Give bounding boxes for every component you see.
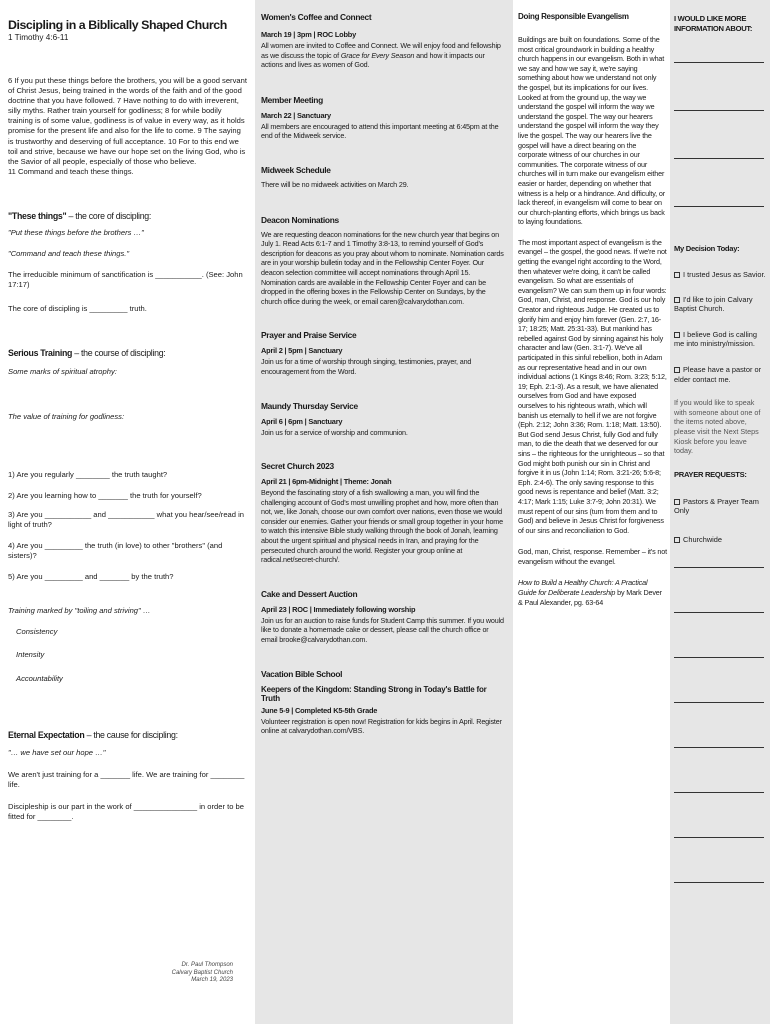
- signature-church: Calvary Baptist Church: [171, 969, 233, 976]
- note-line: Some marks of spiritual atrophy:: [8, 367, 117, 377]
- event-details: April 2 | 5pm | Sanctuary: [261, 346, 343, 356]
- signature-name: Dr. Paul Thompson: [181, 962, 233, 968]
- write-in-line[interactable]: [674, 882, 764, 883]
- decision-option[interactable]: [674, 270, 766, 280]
- write-in-line[interactable]: [674, 62, 764, 63]
- question-3: 3) Are you ___________ and ___________ what you hear/see/read in light of truth?: [8, 509, 245, 529]
- next-steps-note: If you would like to speak with someone about one of the items noted above, please visit the Next Steps Kiosk before you leave today.: [674, 398, 761, 456]
- prayer-request-lines: [674, 567, 766, 883]
- sermon-notes-column: [0, 0, 255, 1024]
- event-title: Vacation Bible School: [261, 668, 343, 679]
- article-paragraph: God, man, Christ, response. Remember – it's not evangelism without the evangel.: [518, 547, 667, 566]
- event-title: Prayer and Praise Service: [261, 330, 357, 341]
- scripture-text: 6 If you put these things before the brothers, you will be a good servant of Christ Jesus, being trained in the words of the faith and of the good doctrine that you have followed. 7 Have nothing to do with irreverent, silly myths. Rather train yourself for godliness; 8 for while bodily training is of some value, godliness is of value in every way, as it holds promise for the present life and also for the life to come. 9 The saying is trustworthy and deserving of full acceptance. 10 For to this end we toil and strive, because we have our hope set on the living God, who is the Savior of all people, especially of those who believe.: [8, 76, 247, 166]
- note-line: "… we have set our hope …": [8, 747, 106, 757]
- checkbox[interactable]: [674, 297, 680, 303]
- question-4: 4) Are you _________ the truth (in love) to other "brothers" (and sisters)?: [8, 540, 223, 561]
- event-item: [261, 165, 505, 190]
- decision-option[interactable]: [674, 330, 766, 349]
- write-in-line[interactable]: [674, 657, 764, 658]
- article-paragraph: The most important aspect of evangelism is the evangel – the gospel, the good news. If we're not getting the evangel right according to the Word, then whatever we're doing, it can't be called evangelism. So what are essentials of evangelism? We can sum them up in four words: God, man, Christ, and response. God is our holy Creator and righteous Judge. He created us to glorify him and enjoy him forever (Gen. 2:7, 16-17; 18:25; Matt. 25:31-33). But mankind has rebelled against God by sinning against his holy character and law (Gen. 3:1-7). We've all participated in this sinful rebellion, both in Adam as our representative head and in our own individual actions (1 Kings 8:46; Rom. 3:23; 5:12, 19; Eph. 2:1-3). As a result, we have alienated ourselves from God and have exposed ourselves to his righteous wrath, which will banish us eternally to hell if we are not forgive (Eph. 2:12; John 3:36; Rom. 1:18; Matt. 13:50). But God send Jesus Christ, fully God and fully man, to die the death that we deserved for our sins – the righteous for the unrighteous – so that God might both punish our sin in Christ and forgive it in us (John 1:14; Rom. 3:21-26; 5:6-8; Eph. 2:4-6). The only saving response to this good news is repentance and belief (Matt. 3:2; 4:17; Mark 1:15; Luke 3:7-9; John 20:31). We must repent of our sins (turn from them and to God) and believe in Jesus Christ for forgiveness of our sins and reconciliation to God.: [518, 237, 667, 535]
- event-item: [261, 215, 505, 307]
- event-description: Volunteer registration is open now! Registration for kids begins in April. Register online at calvarydothan.com/VBS.: [261, 716, 502, 736]
- write-in-line[interactable]: [674, 206, 764, 207]
- section-heading: [8, 348, 247, 358]
- prayer-heading: PRAYER REQUESTS:: [674, 469, 747, 479]
- citation-book: How to Build a Healthy Church: A Practical Guide for Deliberate Leadership: [518, 578, 648, 598]
- note-line: "Put these things before the brothers …": [8, 227, 144, 237]
- decision-option[interactable]: [674, 295, 766, 314]
- event-item: [261, 12, 505, 70]
- training-item: Consistency: [16, 627, 58, 637]
- event-description: There will be no midweek activities on March 29.: [261, 179, 409, 189]
- training-intro: Training marked by "toiling and striving" …: [8, 606, 151, 616]
- event-title: Maundy Thursday Service: [261, 400, 358, 411]
- scripture-verse-11: 11 Command and teach these things.: [8, 166, 134, 176]
- event-item: [261, 669, 505, 736]
- evangelism-article-column: [513, 0, 670, 1024]
- sermon-reference: 1 Timothy 4:6-11: [8, 33, 69, 42]
- prayer-option[interactable]: [674, 497, 766, 516]
- event-description: Join us for a service of worship and communion.: [261, 427, 408, 437]
- checkbox[interactable]: [674, 537, 680, 543]
- write-in-line[interactable]: [674, 612, 764, 613]
- event-description: All women are invited to Coffee and Connect. We will enjoy food and fellowship as we discuss the topic of Grace for Every Season and how it impacts our actions and lives as women of God.: [261, 41, 501, 70]
- checkbox[interactable]: [674, 499, 680, 505]
- question-1: 1) Are you regularly ________ the truth taught?: [8, 469, 168, 479]
- write-in-line[interactable]: [674, 158, 764, 159]
- write-in-line[interactable]: [674, 837, 764, 838]
- write-in-line[interactable]: [674, 702, 764, 703]
- event-details: April 21 | 6pm-Midnight | Theme: Jonah: [261, 477, 392, 487]
- event-title: Midweek Schedule: [261, 164, 331, 175]
- more-info-heading: I WOULD LIKE MORE INFORMATION ABOUT:: [674, 14, 753, 33]
- announcements-column: [255, 0, 513, 1024]
- write-in-line[interactable]: [674, 110, 764, 111]
- sermon-title: Discipling in a Biblically Shaped Church: [8, 18, 227, 32]
- event-description: All members are encouraged to attend this important meeting at 6:45pm at the end of the Midweek service.: [261, 121, 499, 141]
- section-heading-rest: – the course of discipling:: [72, 348, 166, 359]
- decision-heading: My Decision Today:: [674, 244, 740, 253]
- checkbox[interactable]: [674, 272, 680, 278]
- article-citation: [518, 578, 667, 607]
- event-description: Join us for a time of worship through singing, testimonies, prayer, and encouragement from the Word.: [261, 357, 472, 376]
- event-title: Member Meeting: [261, 94, 323, 105]
- write-in-line[interactable]: [674, 567, 764, 568]
- event-details: March 22 | Sanctuary: [261, 110, 331, 120]
- event-subtitle: Keepers of the Kingdom: Standing Strong in Today's Battle for Truth: [261, 684, 487, 703]
- section-heading: [8, 211, 247, 221]
- citation-authors: by Mark Dever & Paul Alexander, pg. 63-64: [518, 588, 662, 607]
- signature-date: March 19, 2023: [191, 977, 233, 983]
- event-item: [261, 330, 505, 376]
- question-5: 5) Are you _________ and _______ by the truth?: [8, 572, 174, 582]
- section-heading-bold: "These things": [8, 210, 67, 221]
- checkbox[interactable]: [674, 367, 680, 373]
- event-details: April 6 | 6pm | Sanctuary: [261, 416, 343, 426]
- question-2: 2) Are you learning how to _______ the truth for yourself?: [8, 490, 202, 500]
- event-item: [261, 401, 505, 438]
- more-info-lines: [674, 62, 766, 207]
- fill-blank-line: The irreducible minimum of sanctification is ___________. (See: John 17:17): [8, 270, 243, 290]
- decision-label: I trusted Jesus as Savior.: [683, 270, 766, 279]
- event-item: [261, 461, 505, 565]
- section-heading-bold: Eternal Expectation: [8, 729, 85, 740]
- event-item: [261, 95, 505, 141]
- event-title: Cake and Dessert Auction: [261, 588, 358, 599]
- prayer-option-label: Churchwide: [683, 534, 723, 544]
- prayer-option-label: Pastors & Prayer Team Only: [674, 496, 759, 516]
- pastor-signature: [172, 962, 233, 985]
- event-description: We are requesting deacon nominations for the new church year that begins on July 1. Read Acts 6:1-7 and 1 Timothy 3:8-13, to remind yourself of God's description for deacons as you pray about whom to nominate. Nomination cards are in your worship bulletin today and in the Fellowship Center Foyer. Our deacon selection committee will accept nominations through April 15. Nomination cards are available in the Fellowship Center Foyer and can be dropped in the offering boxes in the Fellowship Center on Sundays, by the church office during the week, or email caren@calvarydothan.com.: [261, 229, 504, 306]
- fill-blank-line: Discipleship is our part in the work of _______________ in order to be fitted for ________.: [8, 801, 244, 821]
- article-paragraph: Buildings are built on foundations. Some of the most critical groundwork in building a healthy church happens in our evangelism. Both in what we say and how we say it, we're saying something about how we understand not only the gospel, but its implications for our lives. Looked at from the ground up, the way we understand the gospel will inform the way we understand the gospel. The way our hearers understand the gospel will inform the way they live the gospel. The way our hearers live the gospel will have a direct bearing on the corporate witness of our churches in our communities. The corporate witness of our churches will in turn make our evangelism either easier or harder, depending on whether that witness is a help or a hindrance. And difficulty, or lack thereof, in evangelism will come to bear on our church-planting efforts, which brings us back to laying foundations.: [518, 35, 665, 227]
- event-title: Deacon Nominations: [261, 214, 339, 225]
- event-title: Women's Coffee and Connect: [261, 12, 372, 22]
- checkbox[interactable]: [674, 332, 680, 338]
- section-heading-rest: – the cause for discipling:: [84, 729, 178, 740]
- event-details: April 23 | ROC | Immediately following worship: [261, 604, 416, 614]
- write-in-line[interactable]: [674, 747, 764, 748]
- fill-blank-line: We aren't just training for a _______ life. We are training for ________ life.: [8, 769, 245, 789]
- section-heading-bold: Serious Training: [8, 348, 73, 359]
- event-details: March 19 | 3pm | ROC Lobby: [261, 30, 357, 39]
- note-line: "Command and teach these things.": [8, 249, 130, 259]
- event-details: June 5-9 | Completed K5-5th Grade: [261, 705, 378, 715]
- decision-label: I'd like to join Calvary Baptist Church.: [674, 294, 753, 314]
- decision-label: I believe God is calling me into ministry/mission.: [674, 329, 757, 349]
- decision-option[interactable]: [674, 365, 766, 384]
- prayer-option[interactable]: [674, 535, 766, 545]
- event-description: Join us for an auction to raise funds for Student Camp this summer. If you would like to donate a homemade cake or dessert, please call the church office or email brooke@calvarydothan.com.: [261, 615, 504, 645]
- article-title: Doing Responsible Evangelism: [518, 12, 629, 21]
- section-heading: [8, 730, 247, 740]
- training-item: Accountability: [16, 673, 63, 683]
- event-item: [261, 589, 505, 645]
- write-in-line[interactable]: [674, 792, 764, 793]
- note-line: The value of training for godliness:: [8, 411, 125, 421]
- fill-blank-line: The core of discipling is _________ truth.: [8, 304, 147, 314]
- event-title: Secret Church 2023: [261, 461, 334, 472]
- section-heading-rest: – the core of discipling:: [66, 210, 152, 221]
- decision-label: Please have a pastor or elder contact me.: [674, 364, 762, 384]
- event-description: Beyond the fascinating story of a fish swallowing a man, you will find the challenging account of God's most unwilling prophet and how, more often than not, we, like Jonah, choose our own comfort over nations, even those we would consider our enemies. Gather your friends or small group together in your home to watch this intensive Bible study walking through the book of Jonah, learning about the urgent spiritual and physical needs in Iran, and praying for the persecuted church around the world. Register your group online at radical.net/secret-church/.: [261, 488, 503, 565]
- response-card-column: [670, 0, 770, 1024]
- training-item: Intensity: [16, 650, 45, 660]
